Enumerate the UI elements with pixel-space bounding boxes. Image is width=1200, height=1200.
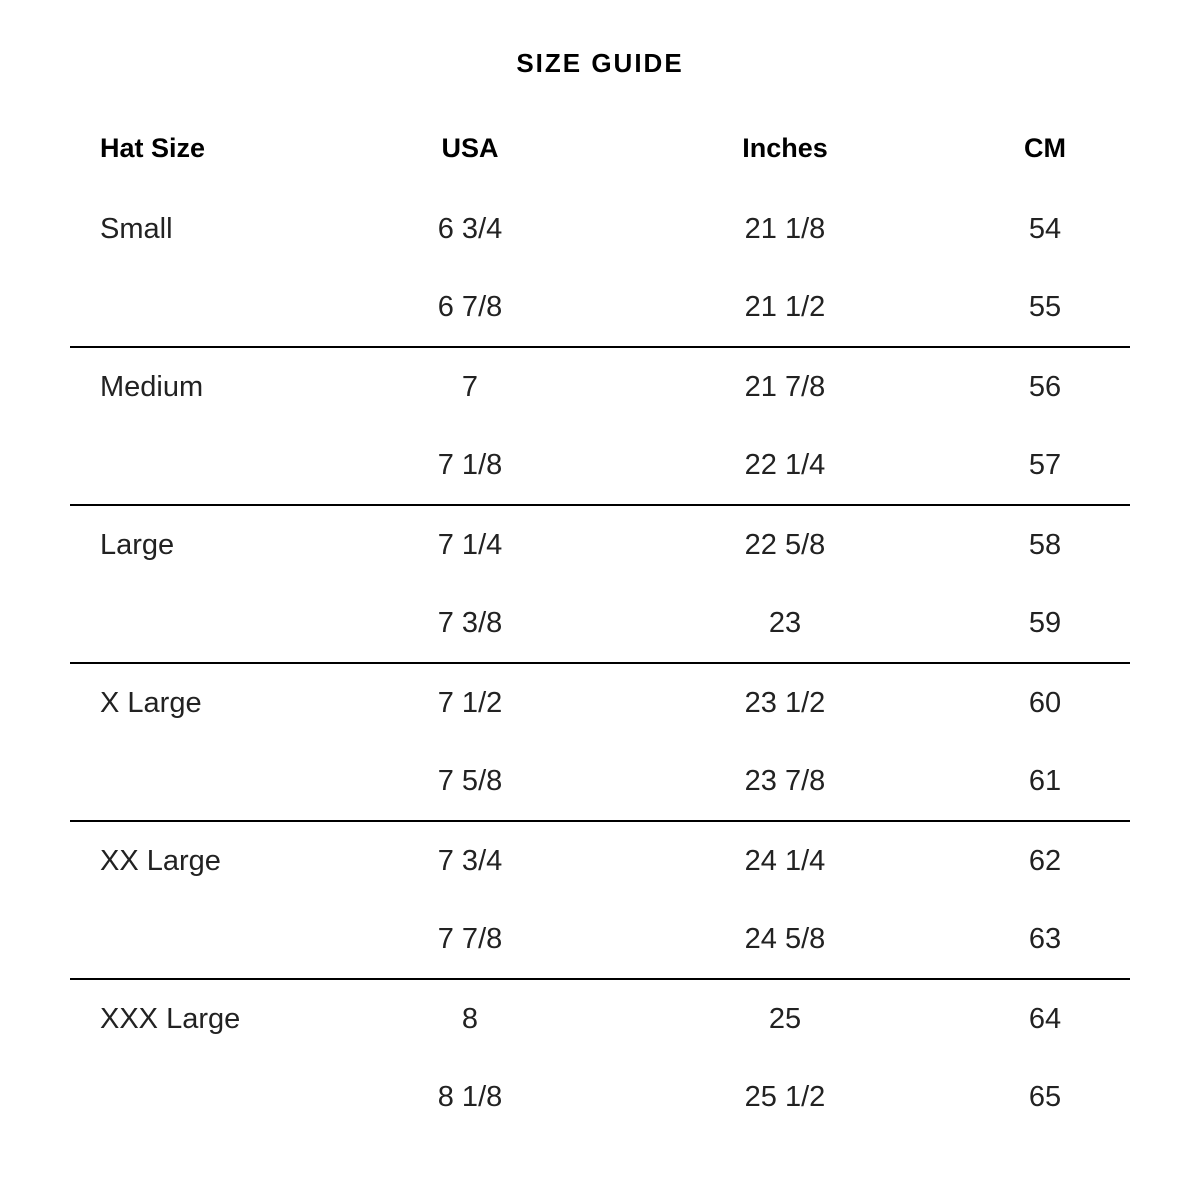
cm-cell: 58 [1028, 528, 1062, 561]
inches-cell: 25 [768, 1002, 802, 1035]
cm-cell: 65 [1028, 1080, 1062, 1113]
inches-cell: 23 1/2 [744, 686, 826, 719]
usa-cell: 6 3/4 [437, 212, 503, 245]
size-group-medium [70, 348, 1130, 506]
usa-cell: 7 7/8 [437, 922, 503, 955]
row-label: Large [100, 528, 175, 561]
inches-cell: 21 1/2 [744, 290, 826, 323]
table-row [70, 348, 1130, 426]
usa-cell: 7 1/8 [437, 448, 503, 481]
cm-cell: 59 [1028, 606, 1062, 639]
inches-cell: 23 [768, 606, 802, 639]
usa-cell: 7 1/2 [437, 686, 503, 719]
table-row [70, 584, 1130, 662]
inches-cell: 23 7/8 [744, 764, 826, 797]
size-group-xx-large [70, 822, 1130, 980]
inches-cell: 24 1/4 [744, 844, 826, 877]
cm-cell: 56 [1028, 370, 1062, 403]
table-row [70, 506, 1130, 584]
cm-cell: 57 [1028, 448, 1062, 481]
column-header-inches: Inches [742, 132, 828, 163]
cm-cell: 61 [1028, 764, 1062, 797]
size-group-xxx-large [70, 980, 1130, 1136]
cm-cell: 62 [1028, 844, 1062, 877]
table-row [70, 664, 1130, 742]
usa-cell: 7 [461, 370, 479, 403]
usa-cell: 7 1/4 [437, 528, 503, 561]
inches-cell: 22 1/4 [744, 448, 826, 481]
page-title: SIZE GUIDE [516, 48, 684, 78]
usa-cell: 7 3/8 [437, 606, 503, 639]
table-row [70, 822, 1130, 900]
row-label: Medium [100, 370, 204, 403]
column-header-hat-size: Hat Size [100, 132, 206, 163]
usa-cell: 8 [461, 1002, 479, 1035]
usa-cell: 6 7/8 [437, 290, 503, 323]
table-row [70, 980, 1130, 1058]
inches-cell: 21 1/8 [744, 212, 826, 245]
size-group-small [70, 190, 1130, 348]
table-row [70, 742, 1130, 820]
usa-cell: 8 1/8 [437, 1080, 503, 1113]
inches-cell: 24 5/8 [744, 922, 826, 955]
size-group-large [70, 506, 1130, 664]
table-row [70, 426, 1130, 504]
row-label: Small [100, 212, 173, 245]
column-header-cm: CM [1024, 132, 1066, 163]
row-label: XX Large [100, 844, 221, 877]
column-header-usa: USA [441, 132, 499, 163]
cm-cell: 60 [1028, 686, 1062, 719]
cm-cell: 63 [1028, 922, 1062, 955]
cm-cell: 64 [1028, 1002, 1062, 1035]
table-row [70, 190, 1130, 268]
table-row [70, 268, 1130, 346]
size-table [70, 106, 1130, 1136]
row-label: X Large [100, 686, 202, 719]
table-row [70, 1058, 1130, 1136]
cm-cell: 55 [1028, 290, 1062, 323]
inches-cell: 22 5/8 [744, 528, 826, 561]
size-group-x-large [70, 664, 1130, 822]
usa-cell: 7 5/8 [437, 764, 503, 797]
inches-cell: 21 7/8 [744, 370, 826, 403]
row-label: XXX Large [100, 1002, 241, 1035]
table-header-row [70, 106, 1130, 190]
usa-cell: 7 3/4 [437, 844, 503, 877]
table-row [70, 900, 1130, 978]
inches-cell: 25 1/2 [744, 1080, 826, 1113]
cm-cell: 54 [1028, 212, 1062, 245]
